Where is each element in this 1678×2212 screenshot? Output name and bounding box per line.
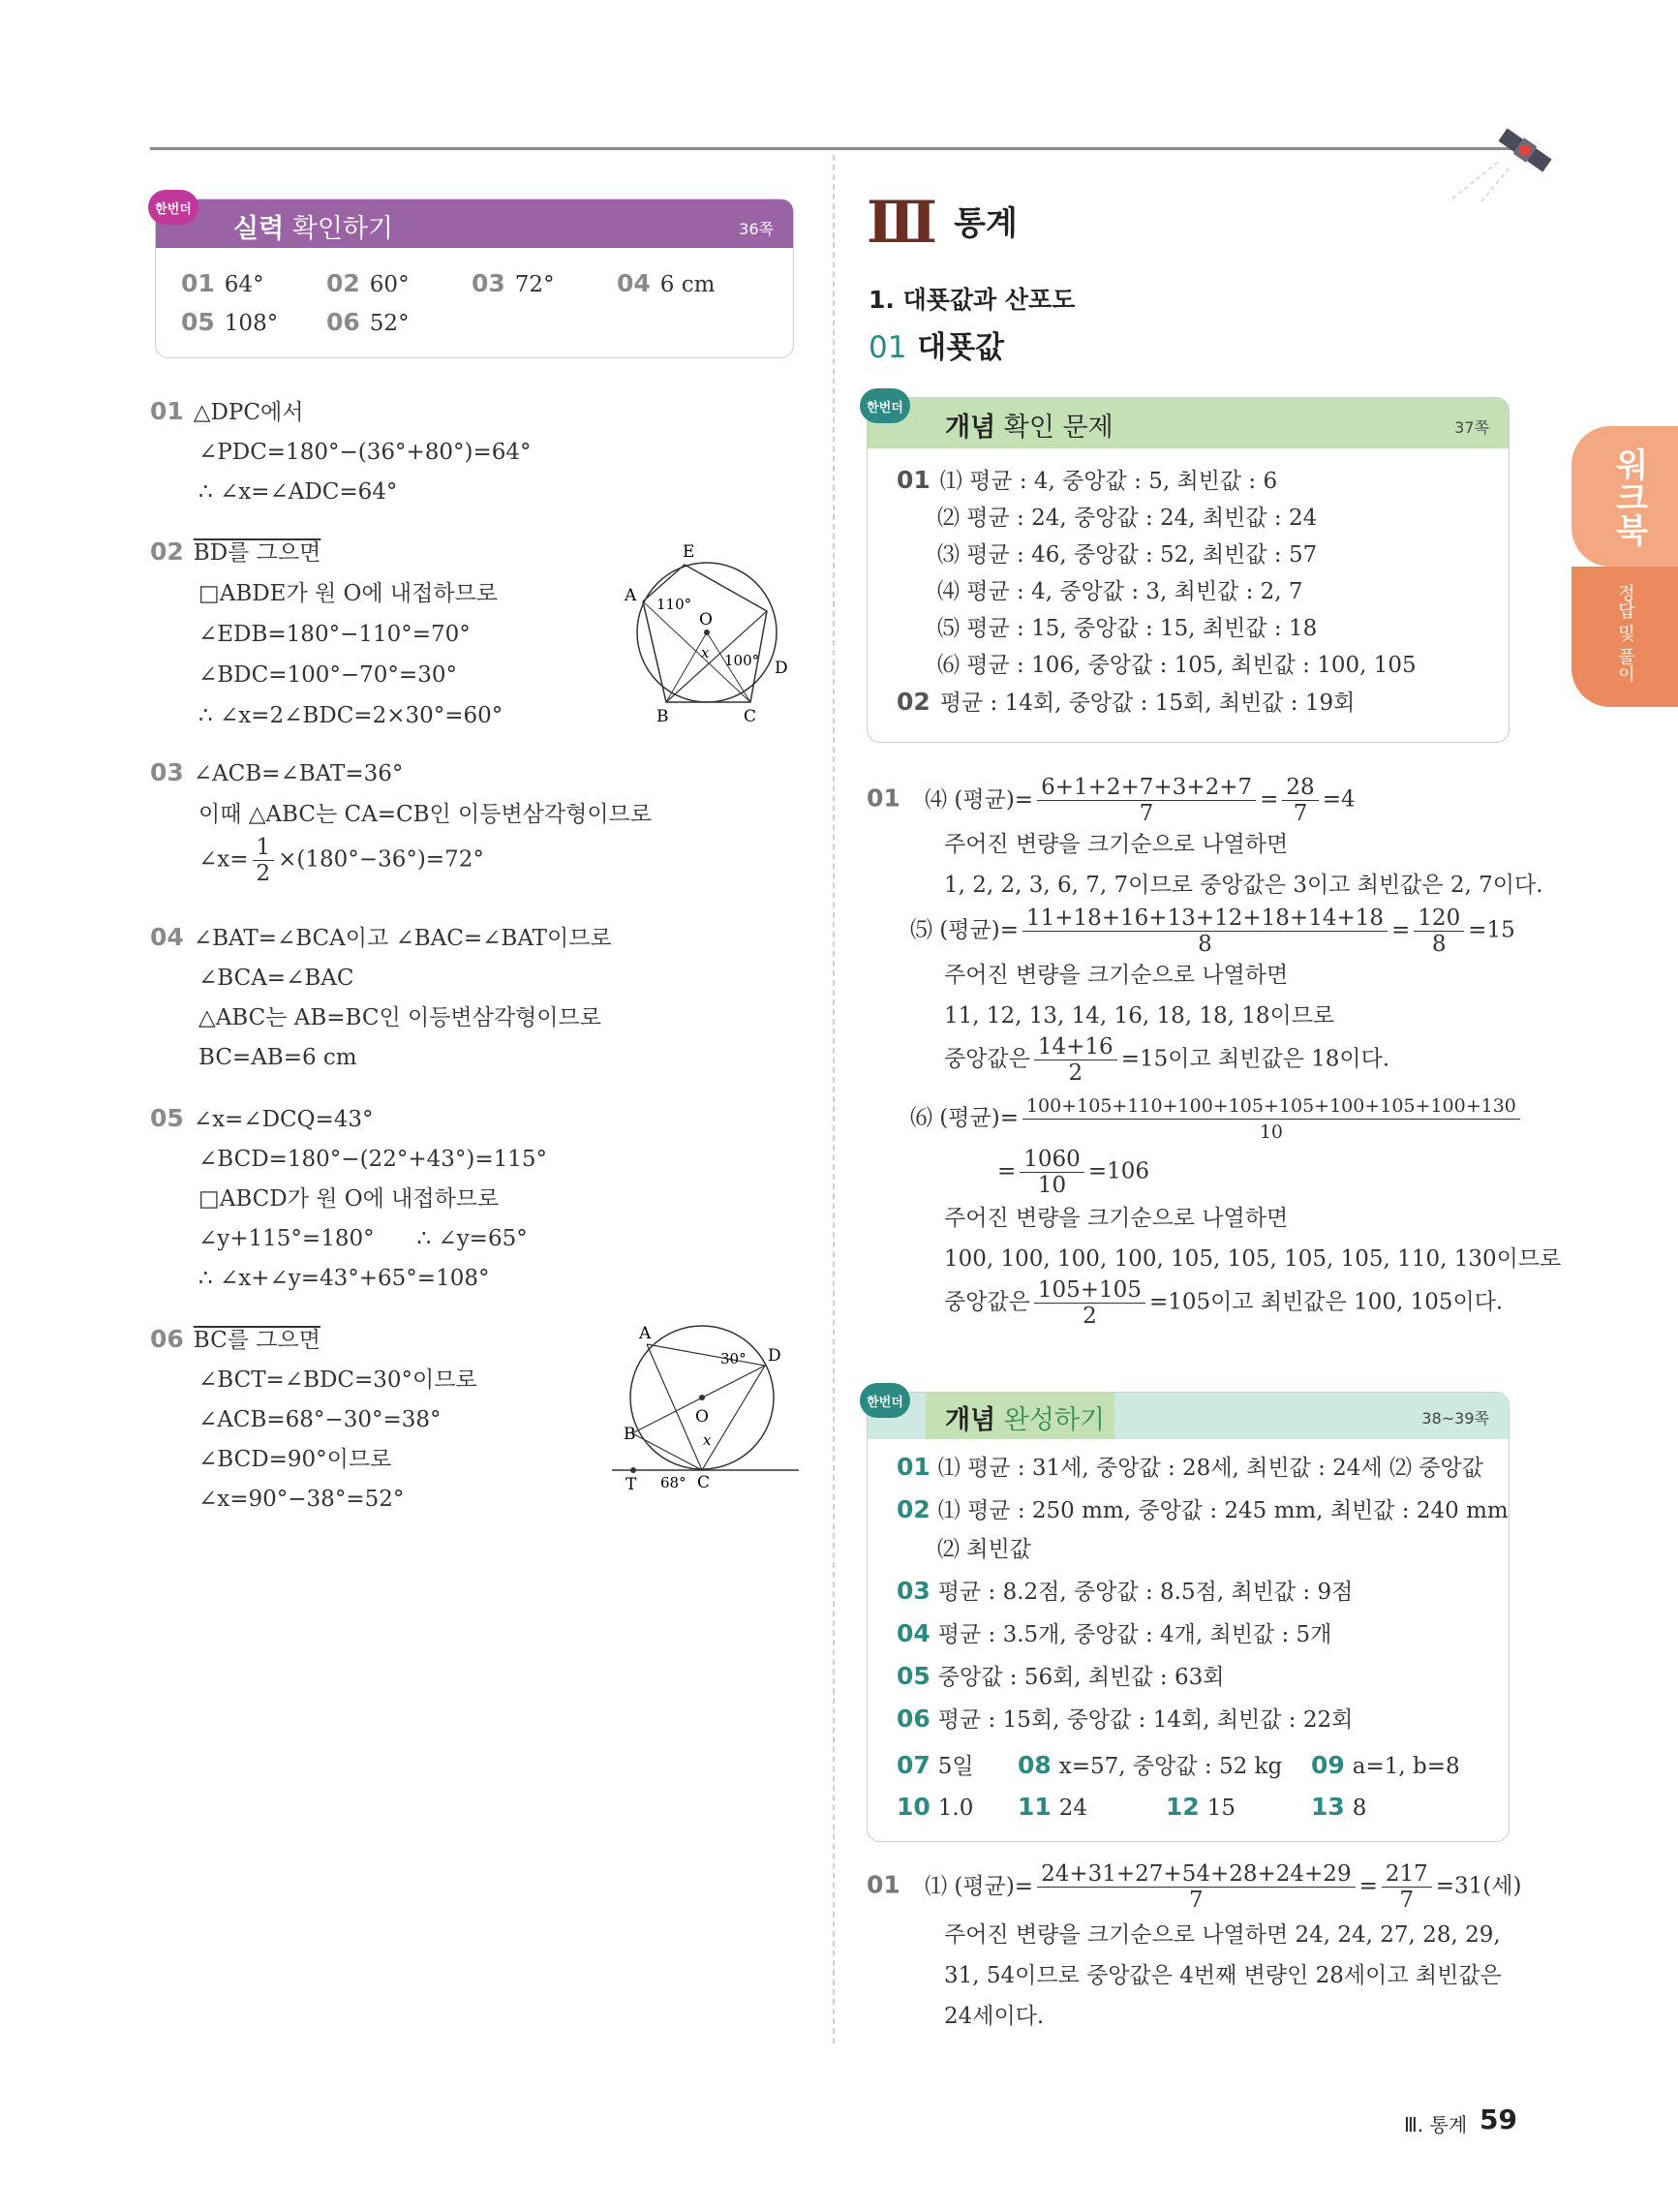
complete-answer-12: 12 15 bbox=[1166, 1793, 1236, 1821]
svg-text:D: D bbox=[768, 1346, 781, 1366]
satellite-icon bbox=[1443, 107, 1578, 203]
silryeok-box bbox=[155, 199, 794, 358]
answer-06: 06 52° bbox=[326, 308, 410, 336]
page-number: 59 bbox=[1480, 2104, 1517, 2135]
solution-05: 05 ∠x=∠DCQ=43° ∠BCD=180°−(22°+43°)=115° □ABCD가 원 O에 내접하므로 ∠y+115°=180° ∴ ∠y=65° ∴ ∠x+∠y=43°+65°=108° bbox=[150, 1104, 548, 1291]
svg-text:C: C bbox=[697, 1473, 711, 1492]
answers-tab[interactable]: 정답 및 풀이 bbox=[1571, 567, 1678, 707]
svg-text:x: x bbox=[703, 1431, 712, 1449]
solution-02: 02 BD를 그으면 □ABDE가 원 O에 내접하므로 ∠EDB=180°−110°=70° ∠BDC=100°−70°=30° ∴ ∠x=2∠BDC=2×30°=60° bbox=[150, 538, 503, 728]
answer-04: 04 6 cm bbox=[617, 269, 716, 297]
column-divider bbox=[833, 155, 835, 2043]
svg-text:A: A bbox=[639, 1325, 652, 1343]
lesson-title: 01 대푯값 bbox=[869, 330, 1005, 365]
complete-answer-07: 07 5일 bbox=[897, 1751, 974, 1779]
gaenyeom-check-page: 37쪽 bbox=[1454, 418, 1489, 437]
silryeok-title: 실력 확인하기 bbox=[233, 214, 394, 244]
complete-answer-08: 08 x=57, 중앙값 : 52 kg bbox=[1018, 1751, 1283, 1779]
chapter-heading: Ⅲ 통계 bbox=[867, 189, 1018, 257]
svg-text:D: D bbox=[775, 659, 788, 678]
solution-06: 06 BC를 그으면 ∠BCT=∠BDC=30°이므로 ∠ACB=68°−30°=38° ∠BCD=90°이므로 ∠x=90°−38°=52° bbox=[150, 1325, 477, 1512]
solution-01: 01 △DPC에서 ∠PDC=180°−(36°+80°)=64° ∴ ∠x=∠ADC=64° bbox=[150, 397, 532, 505]
gaenyeom-complete-box bbox=[867, 1392, 1510, 1842]
check-q01: 01 ⑴ 평균 : 4, 중앙값 : 5, 최빈값 : 6 ⑵ 평균 : 24, 중앙값 : 24, 최빈값 : 24 ⑶ 평균 : 46, 중앙값 : 52, 최빈값 : 57 ⑷ 평균 : 4, 중앙값 : 3, 최빈값 : 2, 7 ⑸ 평균 : 15, 중앙값 : 15, 최빈값 : 18 ⑹ 평균 : 106, 중앙값 : 105, 최빈값 : 100, 105 02 평균 : 14회, 중앙값 : 15회, 최빈값 : 19회 bbox=[897, 466, 1417, 716]
svg-text:110°: 110° bbox=[656, 596, 692, 613]
svg-text:x: x bbox=[701, 644, 710, 661]
circle-figure-2 bbox=[610, 1325, 804, 1499]
top-rule bbox=[150, 147, 1515, 150]
solution-block-01: 01 ⑷ (평균)= $\frac{6+1+2+7+3+2+7}{7}$ = $\frac{28}{7}$ =4 주어진 변량을 크기순으로 나열하면 1, 2, 2, 3, 6, 7, 7이므로 중앙값은 3이고 최빈값은 2, 7이다. ⑸ (평균)= $\frac{11+18+16+13+12+18+14+18}{8}$ = $\frac{120}{8}$ =15 주어진 변량을 크기순으로 나열하면 11, 12, 13, 14, 16, 18, 18, 18이므로 중앙값은 $\frac{14+16}{2}$ =15이고 최빈값은 18이다. ⑹ (평균)= $\frac{100+105+110+100+105+105+100+105+100+130}{10}$ = $\frac{1060}{10}$ =106 주어진 변량을 크기순으로 나열하면 100, 100, 100, 100, 105, 105, 105, 105, 110, 130이므로 중앙값은 $\frac{105+105}{2}$ =105이고 최빈값은 100, 105이다. bbox=[867, 775, 1562, 1329]
workbook-tab[interactable]: 워크북 bbox=[1571, 426, 1678, 567]
gaenyeom-complete-page: 38~39쪽 bbox=[1421, 1409, 1489, 1428]
svg-text:B: B bbox=[624, 1425, 636, 1444]
hanbeonde-badge: 한번더 bbox=[860, 1383, 910, 1418]
answer-05: 05 108° bbox=[181, 308, 279, 336]
complete-answer-10: 10 1.0 bbox=[897, 1793, 974, 1821]
complete-answer-11: 11 24 bbox=[1018, 1793, 1088, 1821]
svg-text:B: B bbox=[656, 707, 669, 722]
solution-block-02: 01 ⑴ (평균)= $\frac{24+31+27+54+28+24+29}{7}$ = $\frac{217}{7}$ =31(세) 주어진 변량을 크기순으로 나열하면 24, 24, 27, 28, 29, 31, 54이므로 중앙값은 4번째 변량인 28세이고 최빈값은 24세이다. bbox=[867, 1861, 1522, 2029]
answer-03: 03 72° bbox=[472, 269, 555, 297]
svg-text:C: C bbox=[744, 707, 757, 722]
answer-01: 01 64° bbox=[181, 269, 264, 297]
complete-answers: 01 ⑴ 평균 : 31세, 중앙값 : 28세, 최빈값 : 24세 ⑵ 중앙값 02 ⑴ 평균 : 250 mm, 중앙값 : 245 mm, 최빈값 : 240 mm ⑵ 최빈값 03 평균 : 8.2점, 중앙값 : 8.5점, 최빈값 : 9점 04 평균 : 3.5개, 중앙값 : 4개, 최빈값 : 5개 05 중앙값 : 56회, 최빈값 : 63회 06 평균 : 15회, 중앙값 : 14회, 최빈값 : 22회 bbox=[897, 1453, 1509, 1733]
footer-chapter: Ⅲ. 통계 bbox=[1404, 2113, 1468, 2136]
complete-answer-13: 13 8 bbox=[1311, 1793, 1367, 1821]
svg-text:68°: 68° bbox=[660, 1474, 686, 1491]
gaenyeom-complete-title: 개념 완성하기 bbox=[945, 1405, 1106, 1435]
hanbeonde-badge: 한번더 bbox=[860, 388, 910, 423]
gaenyeom-check-box bbox=[867, 397, 1510, 743]
svg-text:100°: 100° bbox=[724, 652, 760, 669]
circle-figure-1 bbox=[620, 538, 804, 722]
svg-text:30°: 30° bbox=[720, 1350, 747, 1367]
solution-03: 03 ∠ACB=∠BAT=36° 이때 △ABC는 CA=CB인 이등변삼각형이므로 ∠x= $\frac{1}{2}$ ×(180°−36°)=72° bbox=[150, 758, 652, 886]
svg-text:T: T bbox=[625, 1475, 637, 1494]
silryeok-page: 36쪽 bbox=[739, 220, 774, 238]
solution-04: 04 ∠BAT=∠BCA이고 ∠BAC=∠BAT이므로 ∠BCA=∠BAC △ABC는 AB=BC인 이등변삼각형이므로 BC=AB=6 cm bbox=[150, 923, 612, 1070]
svg-text:E: E bbox=[683, 542, 695, 562]
svg-text:A: A bbox=[625, 586, 637, 605]
section-title: 1. 대푯값과 산포도 bbox=[869, 286, 1076, 314]
svg-text:O: O bbox=[695, 1407, 709, 1427]
hanbeonde-badge: 한번더 bbox=[148, 190, 198, 225]
gaenyeom-check-title: 개념 확인 문제 bbox=[945, 413, 1114, 443]
svg-text:O: O bbox=[699, 610, 713, 630]
answer-02: 02 60° bbox=[326, 269, 410, 297]
complete-answer-09: 09 a=1, b=8 bbox=[1311, 1751, 1460, 1779]
